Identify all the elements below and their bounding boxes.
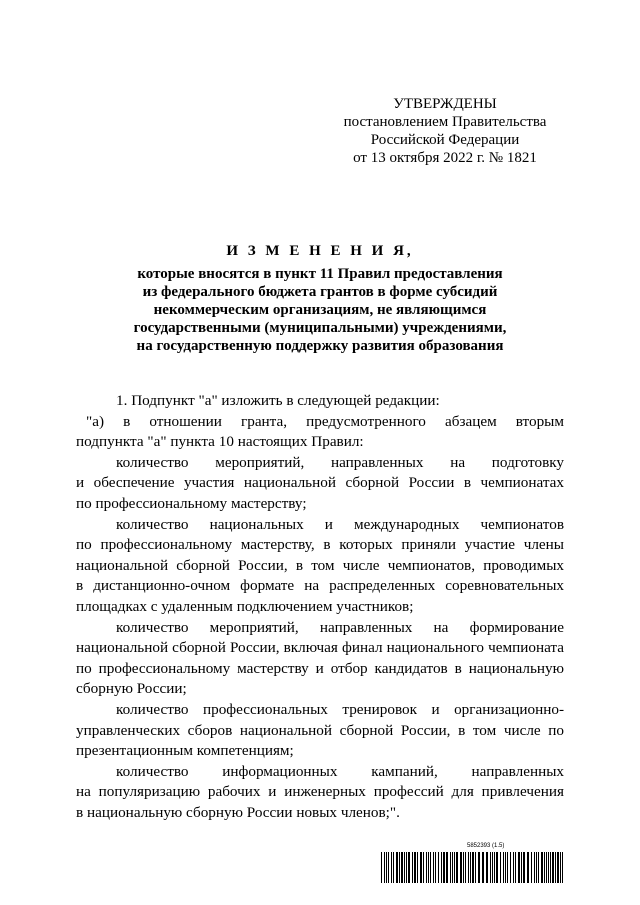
barcode-number: 5852393 (1.5) [467,843,505,849]
approval-line: постановлением Правительства [343,114,547,130]
approval-title: УТВЕРЖДЕНЫ [393,96,497,112]
paragraph-line: по профессиональному мастерству, в которых приняли участие члены [76,536,564,554]
subtitle-line: из федерального бюджета грантов в форме субсидий [142,284,498,300]
paragraph-line: количество мероприятий, направленных на подготовку [116,453,564,471]
paragraph-line: количество информационных кампаний, направленных [116,762,564,780]
approval-line: Российской Федерации [370,132,520,148]
paragraph-line: управленческих сборов национальной сборной России, в том числе по [76,721,564,739]
document-title: И З М Е Н Е Н И Я, [226,243,414,259]
paragraph-line: национальной сборной России, в том числе чемпионатов, проводимых [76,556,564,574]
paragraph-line: количество профессиональных тренировок и организационно- [116,700,564,718]
paragraph-line: по профессиональному мастерству; [76,494,307,512]
subtitle-line: которые вносятся в пункт 11 Правил предоставления [137,266,503,282]
approval-date: от 13 октября 2022 г. № 1821 [353,150,537,166]
paragraph-line: количество мероприятий, направленных на формирование [116,618,564,636]
paragraph-line: в национальную сборную России новых членов;". [76,803,400,821]
subtitle-line: государственными (муниципальными) учреждениями, [133,320,507,336]
paragraph-line: "а) в отношении гранта, предусмотренного абзацем вторым [86,412,564,430]
approval-block [335,95,555,167]
paragraph-line: сборную России; [76,680,187,698]
paragraph-line: по профессиональному мастерству и отбор кандидатов в национальную [76,659,564,677]
subtitle-line: на государственную поддержку развития образования [136,338,504,354]
paragraph-line: 1. Подпункт "а" изложить в следующей редакции: [116,392,440,409]
document-subtitle [60,265,580,355]
paragraph-line: площадках с удаленным подключением участников; [76,597,414,615]
paragraph-line: и обеспечение участия национальной сборной России в чемпионатах [76,474,564,492]
paragraph-line: презентационным компетенциям; [76,742,294,760]
paragraph-line: количество национальных и международных чемпионатов [116,515,564,533]
document-body [76,391,564,823]
paragraph-line: подпункта "а" пункта 10 настоящих Правил: [76,433,364,451]
paragraph-line: в дистанционно-очном формате на распределенных соревновательных [76,577,564,595]
barcode-icon [381,852,564,883]
subtitle-line: некоммерческим организациям, не являющимся [153,302,487,318]
paragraph-line: на популяризацию рабочих и инженерных профессий для привлечения [76,783,564,801]
paragraph-line: национальной сборной России, включая финал национального чемпионата [76,639,564,657]
